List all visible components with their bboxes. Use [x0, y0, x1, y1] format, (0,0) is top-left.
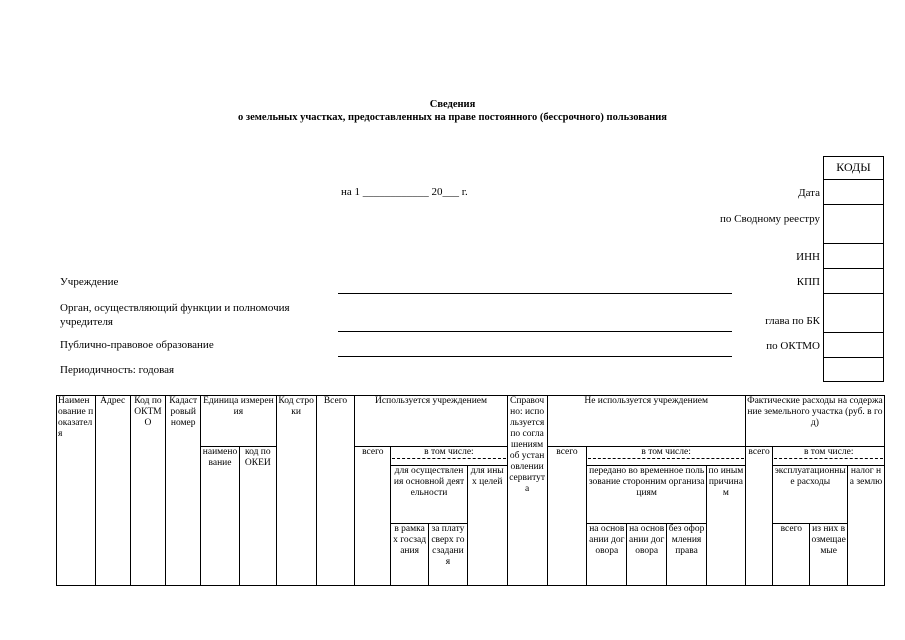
- col-used-header: Используется учреждением: [355, 396, 507, 447]
- col-unit-header: Единица измерения: [201, 396, 277, 447]
- document-subtitle: о земельных участках, предоставленных на праве постоянного (бессрочного) пользования: [238, 112, 667, 123]
- col-used-incl-header: в том числе:: [391, 447, 508, 466]
- col-total-header: Всего: [316, 396, 355, 586]
- col-transferred-header: передано во временное пользование сторонним организациям: [587, 466, 707, 524]
- codes-divider: [823, 293, 884, 294]
- col-no-docs-header: без оформления права: [667, 524, 707, 586]
- document-title: Сведения: [429, 99, 476, 110]
- code-label-inn: ИНН: [796, 251, 820, 263]
- col-other-reasons-header: по иным причинам: [706, 466, 745, 586]
- col-not-used-total-header: всего: [547, 447, 587, 586]
- col-unit-name-header: наименование: [201, 447, 240, 586]
- col-oktmo-header: Код по ОКТМО: [130, 396, 166, 586]
- col-contract2-header: на основании договора: [627, 524, 667, 586]
- col-servitude-header: Справочно: используется по соглашениям об установлении сервитута: [507, 396, 547, 586]
- col-used-other-header: для иных целей: [467, 466, 507, 586]
- col-not-used-incl-header: в том числе:: [587, 447, 745, 466]
- col-used-task-header: в рамках госзадания: [391, 524, 429, 586]
- founder-organ-label: Орган, осуществляющий функции и полномочия учредителя: [60, 302, 290, 328]
- institution-field[interactable]: [338, 293, 732, 294]
- code-label-date: Дата: [798, 187, 820, 199]
- code-label-bk: глава по БК: [765, 315, 820, 327]
- founder-organ-field[interactable]: [338, 331, 732, 332]
- code-label-registry: по Сводному реестру: [720, 213, 820, 225]
- col-name-header: Наименование показателя: [57, 396, 96, 586]
- col-not-used-header: Не используется учреждением: [547, 396, 745, 447]
- col-exp-op-total-header: всего: [773, 524, 810, 586]
- col-used-paid-header: за плату сверх госзадания: [428, 524, 467, 586]
- codes-divider: [823, 357, 884, 358]
- code-label-oktmo: по ОКТМО: [766, 340, 820, 352]
- col-used-total-header: всего: [355, 447, 391, 586]
- codes-box: [823, 156, 884, 382]
- public-entity-label: Публично-правовое образование: [60, 339, 214, 351]
- col-cadastral-header: Кадастровый номер: [166, 396, 201, 586]
- institution-label: Учреждение: [60, 276, 119, 288]
- land-plots-table: [56, 395, 885, 586]
- col-row-code-header: Код строки: [276, 396, 316, 586]
- col-exp-total-header: всего: [745, 447, 773, 586]
- col-contract1-header: на основании договора: [587, 524, 627, 586]
- code-label-kpp: КПП: [796, 276, 820, 288]
- codes-divider: [823, 268, 884, 269]
- codes-divider: [823, 204, 884, 205]
- codes-divider: [823, 179, 884, 180]
- col-unit-okei-header: код по ОКЕИ: [239, 447, 276, 586]
- col-exp-incl-header: в том числе:: [773, 447, 885, 466]
- public-entity-field[interactable]: [338, 356, 732, 357]
- col-expenses-header: Фактические расходы на содержание земельного участка (руб. в год): [745, 396, 884, 447]
- codes-divider: [823, 243, 884, 244]
- codes-header: КОДЫ: [836, 160, 871, 174]
- col-address-header: Адрес: [95, 396, 130, 586]
- codes-divider: [823, 332, 884, 333]
- col-exp-reimb-header: из них возмещаемые: [810, 524, 848, 586]
- col-used-main-header: для осуществления основной деятельности: [391, 466, 468, 524]
- col-exp-operation-header: эксплуатационные расходы: [773, 466, 848, 524]
- report-date-line: на 1 ____________ 20___ г.: [341, 186, 468, 198]
- periodicity-label: Периодичность: годовая: [60, 364, 175, 376]
- col-exp-tax-header: налог на землю: [848, 466, 885, 586]
